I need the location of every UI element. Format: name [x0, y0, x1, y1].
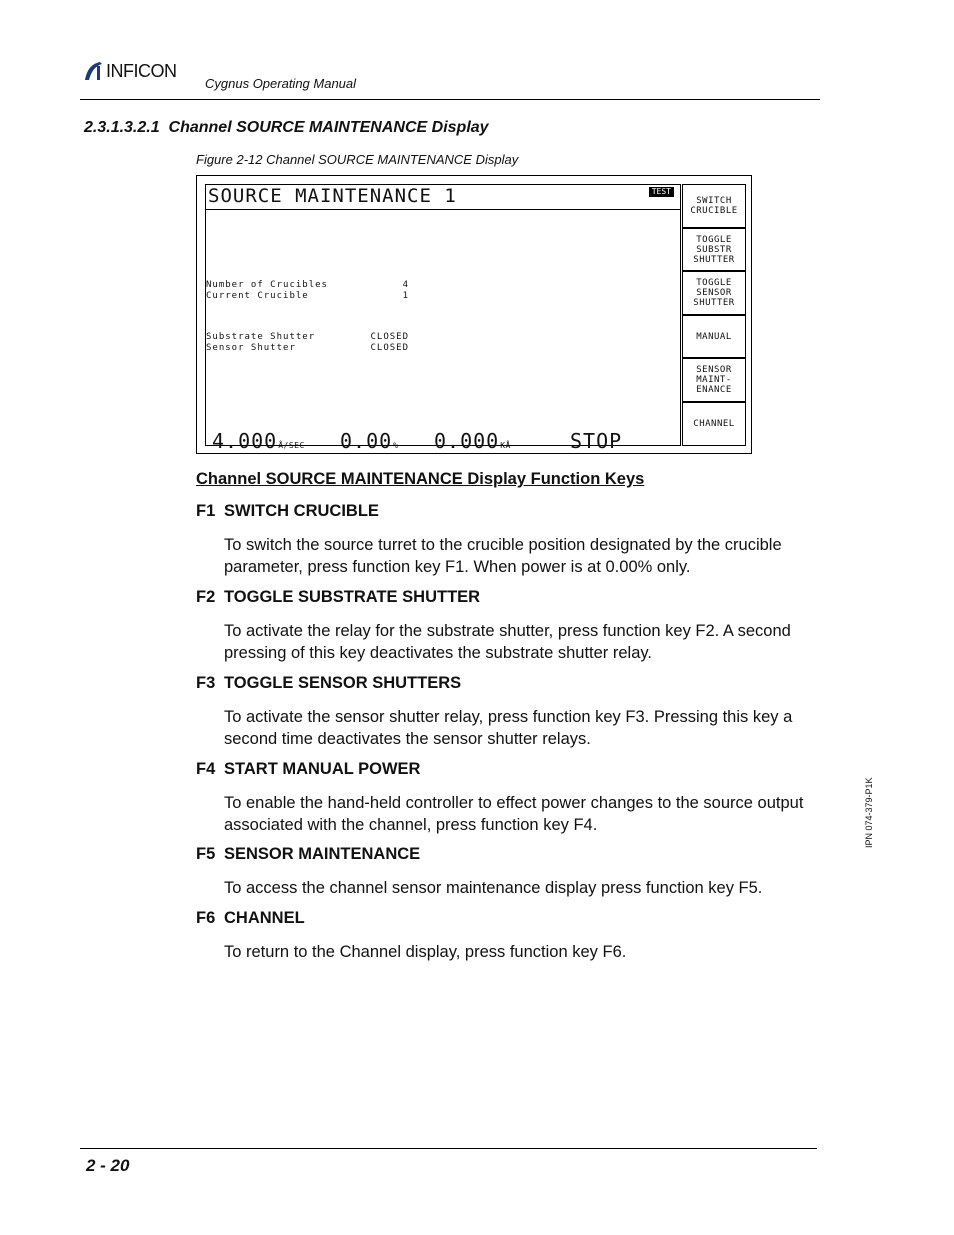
- fkey-switch-crucible[interactable]: SWITCH CRUCIBLE: [682, 184, 746, 228]
- section-heading: [84, 119, 489, 137]
- power-value: 0.00: [340, 429, 393, 453]
- key-heading-f6: [196, 909, 305, 928]
- key-id: F5: [196, 845, 216, 863]
- key-heading-f5: [196, 845, 420, 864]
- thickness-readout: [434, 429, 511, 453]
- key-heading-f1: [196, 502, 379, 521]
- power-unit: %: [393, 441, 399, 450]
- state-value: STOP: [570, 429, 623, 453]
- test-badge: TEST: [649, 187, 674, 197]
- key-heading-f3: [196, 674, 461, 693]
- inficon-logo: [82, 60, 177, 82]
- key-name: TOGGLE SUBSTRATE SHUTTER: [224, 588, 481, 606]
- row-value: CLOSED: [370, 332, 409, 342]
- display-figure: [196, 175, 752, 454]
- row-label: Substrate Shutter: [206, 332, 316, 342]
- row-value: CLOSED: [370, 343, 409, 353]
- section-number: 2.3.1.3.2.1: [84, 119, 160, 136]
- key-description-f2: To activate the relay for the substrate shutter, press function key F2. A second pressing of this key deactivates the substrate shutter relay.: [224, 622, 791, 662]
- page-number: 2 - 20: [86, 1156, 130, 1175]
- display-title: SOURCE MAINTENANCE 1: [208, 185, 457, 207]
- function-key-column: [682, 184, 746, 446]
- key-id: F4: [196, 760, 216, 778]
- state-readout: [570, 429, 622, 453]
- rate-value: 4.000: [212, 429, 278, 453]
- key-id: F2: [196, 588, 216, 606]
- key-description-f1: To switch the source turret to the crucible position designated by the crucible parameter, press function key F1. When power is at 0.00% only.: [224, 536, 782, 576]
- footer-rule: [80, 1148, 817, 1149]
- fkey-channel[interactable]: CHANNEL: [682, 402, 746, 446]
- key-description-f5: To access the channel sensor maintenance display press function key F5.: [224, 879, 763, 897]
- rate-readout: [212, 429, 305, 453]
- row-value: 1: [402, 291, 409, 301]
- fkey-toggle-sensor-shutter[interactable]: TOGGLE SENSOR SHUTTER: [682, 271, 746, 315]
- key-id: F3: [196, 674, 216, 692]
- figure-caption: Figure 2-12 Channel SOURCE MAINTENANCE Display: [196, 152, 519, 167]
- key-id: F6: [196, 909, 216, 927]
- key-name: SENSOR MAINTENANCE: [224, 845, 421, 863]
- key-heading-f2: [196, 588, 480, 607]
- thickness-unit: KÅ: [500, 441, 511, 450]
- fkey-manual[interactable]: MANUAL: [682, 315, 746, 358]
- fkey-toggle-substrate-shutter[interactable]: TOGGLE SUBSTR SHUTTER: [682, 228, 746, 271]
- document-id: IPN 074-379-P1K: [864, 777, 874, 848]
- key-id: F1: [196, 502, 216, 520]
- key-name: CHANNEL: [224, 909, 305, 927]
- logo-text: INFICON: [106, 60, 177, 81]
- row-value: 4: [402, 280, 409, 290]
- key-heading-f4: [196, 760, 420, 779]
- section-title: Channel SOURCE MAINTENANCE Display: [168, 119, 489, 136]
- header-rule: [80, 99, 820, 100]
- row-label: Sensor Shutter: [206, 343, 296, 353]
- power-readout: [340, 429, 399, 453]
- row-label: Current Crucible: [206, 291, 309, 301]
- key-description-f3: To activate the sensor shutter relay, press function key F3. Pressing this key a second time deactivates the sensor shutter relays.: [224, 708, 793, 748]
- rate-unit: Å/SEC: [278, 441, 305, 450]
- key-name: START MANUAL POWER: [224, 760, 421, 778]
- display-title-bar: [206, 185, 680, 210]
- row-label: Number of Crucibles: [206, 280, 328, 290]
- manual-title: Cygnus Operating Manual: [205, 76, 357, 91]
- key-description-f4: To enable the hand-held controller to effect power changes to the source output associated with the channel, press function key F4.: [224, 794, 804, 834]
- key-name: SWITCH CRUCIBLE: [224, 502, 379, 520]
- fkey-sensor-maintenance[interactable]: SENSOR MAINT- ENANCE: [682, 358, 746, 402]
- display-screen: [205, 184, 681, 453]
- key-name: TOGGLE SENSOR SHUTTERS: [224, 674, 462, 692]
- function-keys-subheading: Channel SOURCE MAINTENANCE Display Function Keys: [196, 470, 645, 488]
- inficon-logo-icon: [82, 60, 104, 82]
- thickness-value: 0.000: [434, 429, 500, 453]
- key-description-f6: To return to the Channel display, press function key F6.: [224, 943, 627, 961]
